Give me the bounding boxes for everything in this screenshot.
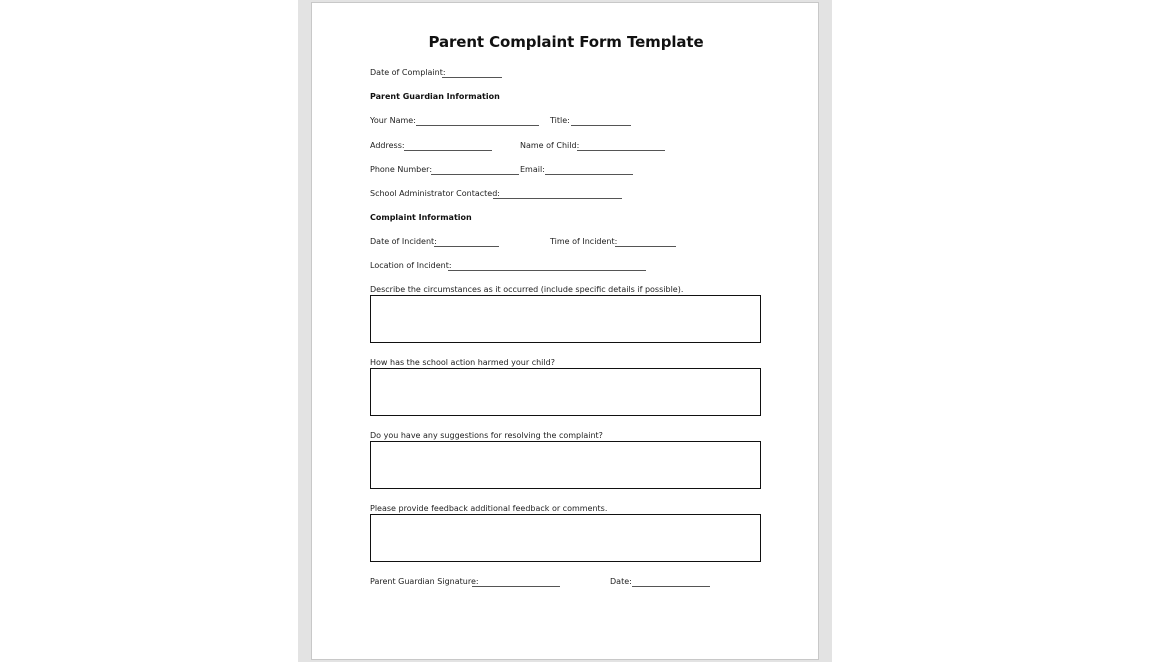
email-label: Email:: [520, 165, 545, 174]
address-field[interactable]: [404, 150, 492, 151]
form-title: Parent Complaint Form Template: [428, 33, 704, 51]
feedback-textbox[interactable]: [370, 514, 761, 562]
harmed-question: How has the school action harmed your child?: [370, 358, 555, 367]
time-of-incident-label: Time of Incident:: [550, 237, 618, 246]
date-of-complaint-field[interactable]: [442, 77, 502, 78]
date-label: Date:: [610, 577, 632, 586]
date-field[interactable]: [632, 586, 710, 587]
signature-field[interactable]: [472, 586, 560, 587]
suggestions-question: Do you have any suggestions for resolving the complaint?: [370, 431, 603, 440]
your-name-label: Your Name:: [370, 116, 416, 125]
name-of-child-field[interactable]: [577, 150, 665, 151]
circumstances-textbox[interactable]: [370, 295, 761, 343]
feedback-question: Please provide feedback additional feedback or comments.: [370, 504, 608, 513]
date-of-incident-label: Date of Incident:: [370, 237, 437, 246]
email-field[interactable]: [545, 174, 633, 175]
title-label: Title:: [550, 116, 570, 125]
harmed-textbox[interactable]: [370, 368, 761, 416]
circumstances-question: Describe the circumstances as it occurred (include specific details if possible).: [370, 285, 684, 294]
phone-number-label: Phone Number:: [370, 165, 433, 174]
signature-label: Parent Guardian Signature:: [370, 577, 479, 586]
phone-number-field[interactable]: [431, 174, 519, 175]
name-of-child-label: Name of Child:: [520, 141, 580, 150]
date-of-complaint-label: Date of Complaint:: [370, 68, 446, 77]
time-of-incident-field[interactable]: [615, 246, 676, 247]
date-of-incident-field[interactable]: [434, 246, 499, 247]
location-of-incident-label: Location of Incident:: [370, 261, 452, 270]
location-of-incident-field[interactable]: [448, 270, 646, 271]
title-field[interactable]: [571, 125, 631, 126]
school-administrator-label: School Administrator Contacted:: [370, 189, 500, 198]
document-viewer: [298, 0, 832, 662]
complaint-section-heading: Complaint Information: [370, 213, 472, 222]
document-page: [311, 2, 819, 660]
your-name-field[interactable]: [416, 125, 539, 126]
address-label: Address:: [370, 141, 405, 150]
school-administrator-field[interactable]: [493, 198, 622, 199]
suggestions-textbox[interactable]: [370, 441, 761, 489]
parent-guardian-section-heading: Parent Guardian Information: [370, 92, 500, 101]
